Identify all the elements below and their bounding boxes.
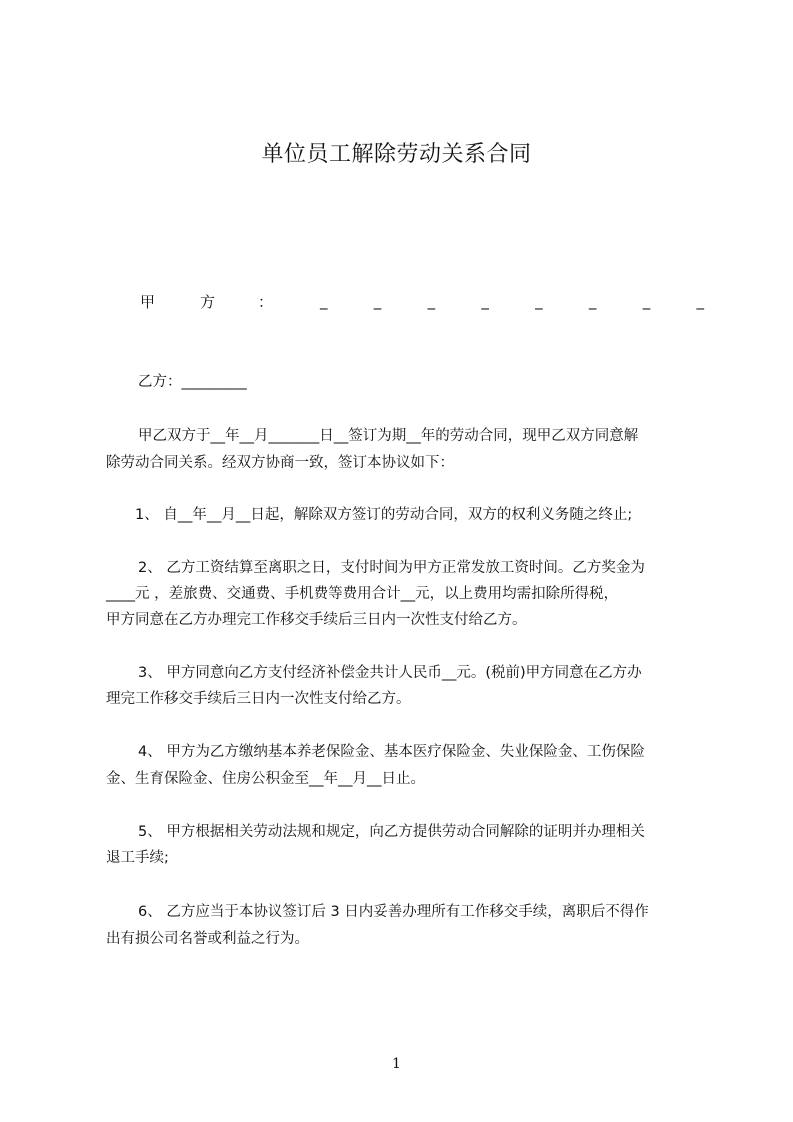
intro-line-1: 甲乙双方于__年__月_______日__签订为期__年的劳动合同，现甲乙双方同意解 — [138, 428, 639, 444]
clause-3-line-1: 3、 甲方同意向乙方支付经济补偿金共计人民币__元。(税前)甲方同意在乙方办 — [138, 665, 642, 681]
party-a-label-jia: 甲 — [140, 293, 156, 311]
clause-2-line-3: 甲方同意在乙方办理完工作移交手续后三日内一次性支付给乙方。 — [106, 612, 527, 628]
page-number: 1 — [392, 1056, 401, 1072]
blank: _ — [535, 292, 543, 310]
blank: _ — [320, 292, 328, 310]
blank: _ — [481, 292, 489, 310]
blank: _ — [373, 292, 382, 310]
clause-6-line-1: 6、 乙方应当于本协议签订后 3 日内妥善办理所有工作移交手续，离职后不得作 — [138, 904, 649, 920]
party-a-label-fang: 方 — [200, 293, 216, 311]
party-b-line: 乙方：_________ — [138, 374, 247, 390]
intro-line-2: 除劳动合同关系。经双方协商一致，签订本协议如下： — [106, 455, 454, 471]
clause-5-line-1: 5、 甲方根据相关劳动法规和规定，向乙方提供劳动合同解除的证明并办理相关 — [138, 824, 645, 840]
document-title: 单位员工解除劳动关系合同 — [261, 142, 532, 167]
clause-4-line-2: 金、生育保险金、住房公积金至__年__月__日止。 — [106, 771, 425, 787]
clause-5-line-2: 退工手续; — [106, 850, 169, 866]
clause-6-line-2: 出有损公司名誉或利益之行为。 — [106, 931, 309, 947]
blank: _ — [427, 292, 436, 310]
clause-1-line-1: 1、 自__年__月__日起，解除双方签订的劳动合同，双方的权利义务随之终止; — [135, 507, 633, 523]
blank: _ — [642, 292, 651, 310]
party-a-colon: ： — [258, 293, 274, 311]
clause-2-line-2: ____元 ，差旅费、交通费、手机费等费用合计__元，以上费用均需扣除所得税， — [106, 586, 619, 602]
party-a-line — [0, 292, 793, 316]
blank: _ — [588, 292, 597, 310]
clause-4-line-1: 4、 甲方为乙方缴纳基本养老保险金、基本医疗保险金、失业保险金、工伤保险 — [138, 744, 645, 760]
clause-3-line-2: 理完工作移交手续后三日内一次性支付给乙方。 — [106, 691, 411, 707]
party-a-blanks — [320, 292, 704, 310]
blank: _ — [696, 292, 704, 310]
clause-2-line-1: 2、 乙方工资结算至离职之日，支付时间为甲方正常发放工资时间。乙方奖金为 — [138, 560, 645, 576]
